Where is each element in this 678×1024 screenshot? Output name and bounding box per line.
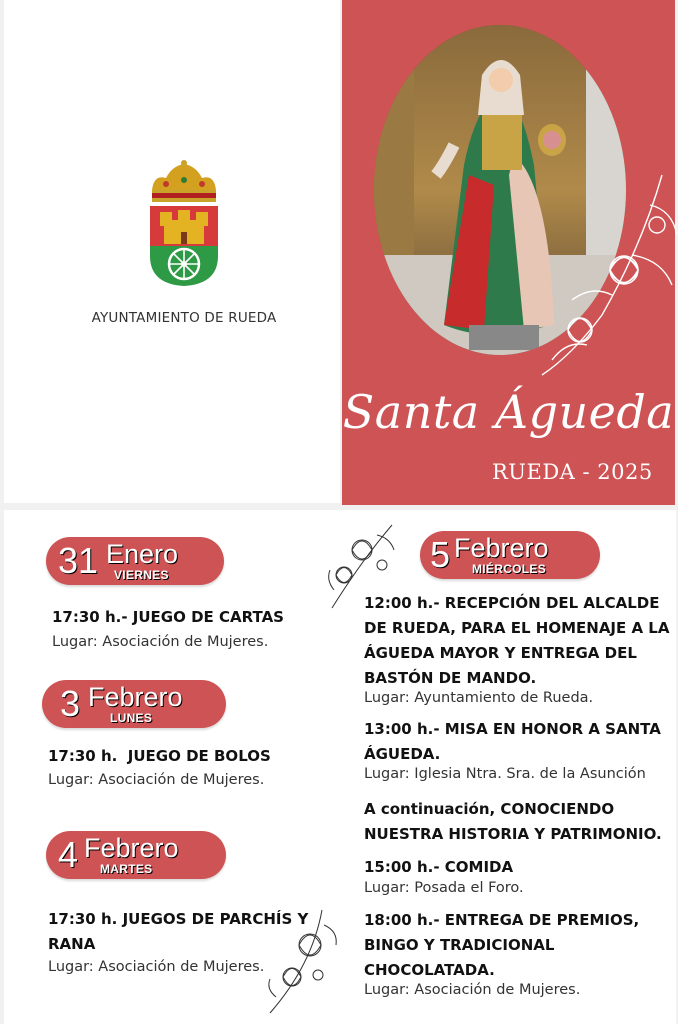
- event-place: Lugar: Asociación de Mujeres.: [52, 634, 269, 650]
- event-title: RANA: [48, 935, 96, 953]
- date-weekday: MARTES: [100, 862, 153, 876]
- town-hall-label: AYUNTAMIENTO DE RUEDA: [91, 310, 277, 326]
- date-badge-3-febrero: [42, 680, 226, 728]
- event-place: Lugar: Asociación de Mujeres.: [364, 982, 581, 998]
- event-title: 13:00 h.- MISA EN HONOR A SANTA: [364, 720, 661, 738]
- date-badge-5-febrero: [420, 531, 600, 579]
- event-title: ÁGUEDA.: [364, 745, 441, 763]
- date-month: Enero: [106, 539, 179, 569]
- event-title: 12:00 h.- RECEPCIÓN DEL ALCALDE: [364, 594, 660, 612]
- date-badge-4-febrero: [46, 831, 226, 879]
- event-title: 15:00 h.- COMIDA: [364, 858, 514, 876]
- date-weekday: VIERNES: [114, 568, 169, 582]
- coat-of-arms-icon: [144, 160, 224, 288]
- date-month: Febrero: [88, 682, 183, 712]
- event-title: NUESTRA HISTORIA Y PATRIMONIO.: [364, 825, 662, 843]
- page-subtitle: RUEDA - 2025: [492, 460, 653, 484]
- event-title: ÁGUEDA MAYOR Y ENTREGA DEL: [364, 644, 637, 662]
- date-day: 31: [58, 540, 99, 581]
- cover-right-panel: [342, 0, 675, 505]
- date-day: 5: [430, 534, 451, 575]
- date-day: 3: [60, 683, 81, 724]
- floral-ornament-icon: [262, 905, 342, 1017]
- page-title: Santa Águeda: [342, 385, 675, 439]
- event-place: Lugar: Ayuntamiento de Rueda.: [364, 690, 594, 706]
- event-title: 17:30 h. JUEGOS DE PARCHÍS Y: [48, 910, 309, 928]
- date-badge-31-enero: [46, 537, 224, 585]
- event-place: Lugar: Posada el Foro.: [364, 880, 524, 896]
- cover-left-panel: [4, 0, 340, 503]
- event-title: DE RUEDA, PARA EL HOMENAJE A LA: [364, 619, 670, 637]
- event-title: 18:00 h.- ENTREGA DE PREMIOS,: [364, 911, 640, 929]
- floral-ornament-icon: [322, 520, 400, 612]
- event-title: BINGO Y TRADICIONAL: [364, 936, 555, 954]
- event-title: CHOCOLATADA.: [364, 961, 495, 979]
- event-title: 17:30 h. JUEGO DE BOLOS: [48, 747, 271, 765]
- event-title: A continuación, CONOCIENDO: [364, 800, 615, 818]
- event-place: Lugar: Iglesia Ntra. Sra. de la Asunción: [364, 766, 646, 782]
- event-place: Lugar: Asociación de Mujeres.: [48, 959, 265, 975]
- event-title: BASTÓN DE MANDO.: [364, 669, 537, 687]
- event-title: 17:30 h.- JUEGO DE CARTAS: [52, 608, 284, 626]
- date-month: Febrero: [454, 533, 549, 563]
- floral-ornament-icon: [532, 165, 678, 380]
- date-day: 4: [58, 834, 79, 875]
- date-weekday: MIÉRCOLES: [472, 562, 547, 576]
- date-weekday: LUNES: [110, 711, 153, 725]
- date-month: Febrero: [84, 833, 179, 863]
- event-place: Lugar: Asociación de Mujeres.: [48, 772, 265, 788]
